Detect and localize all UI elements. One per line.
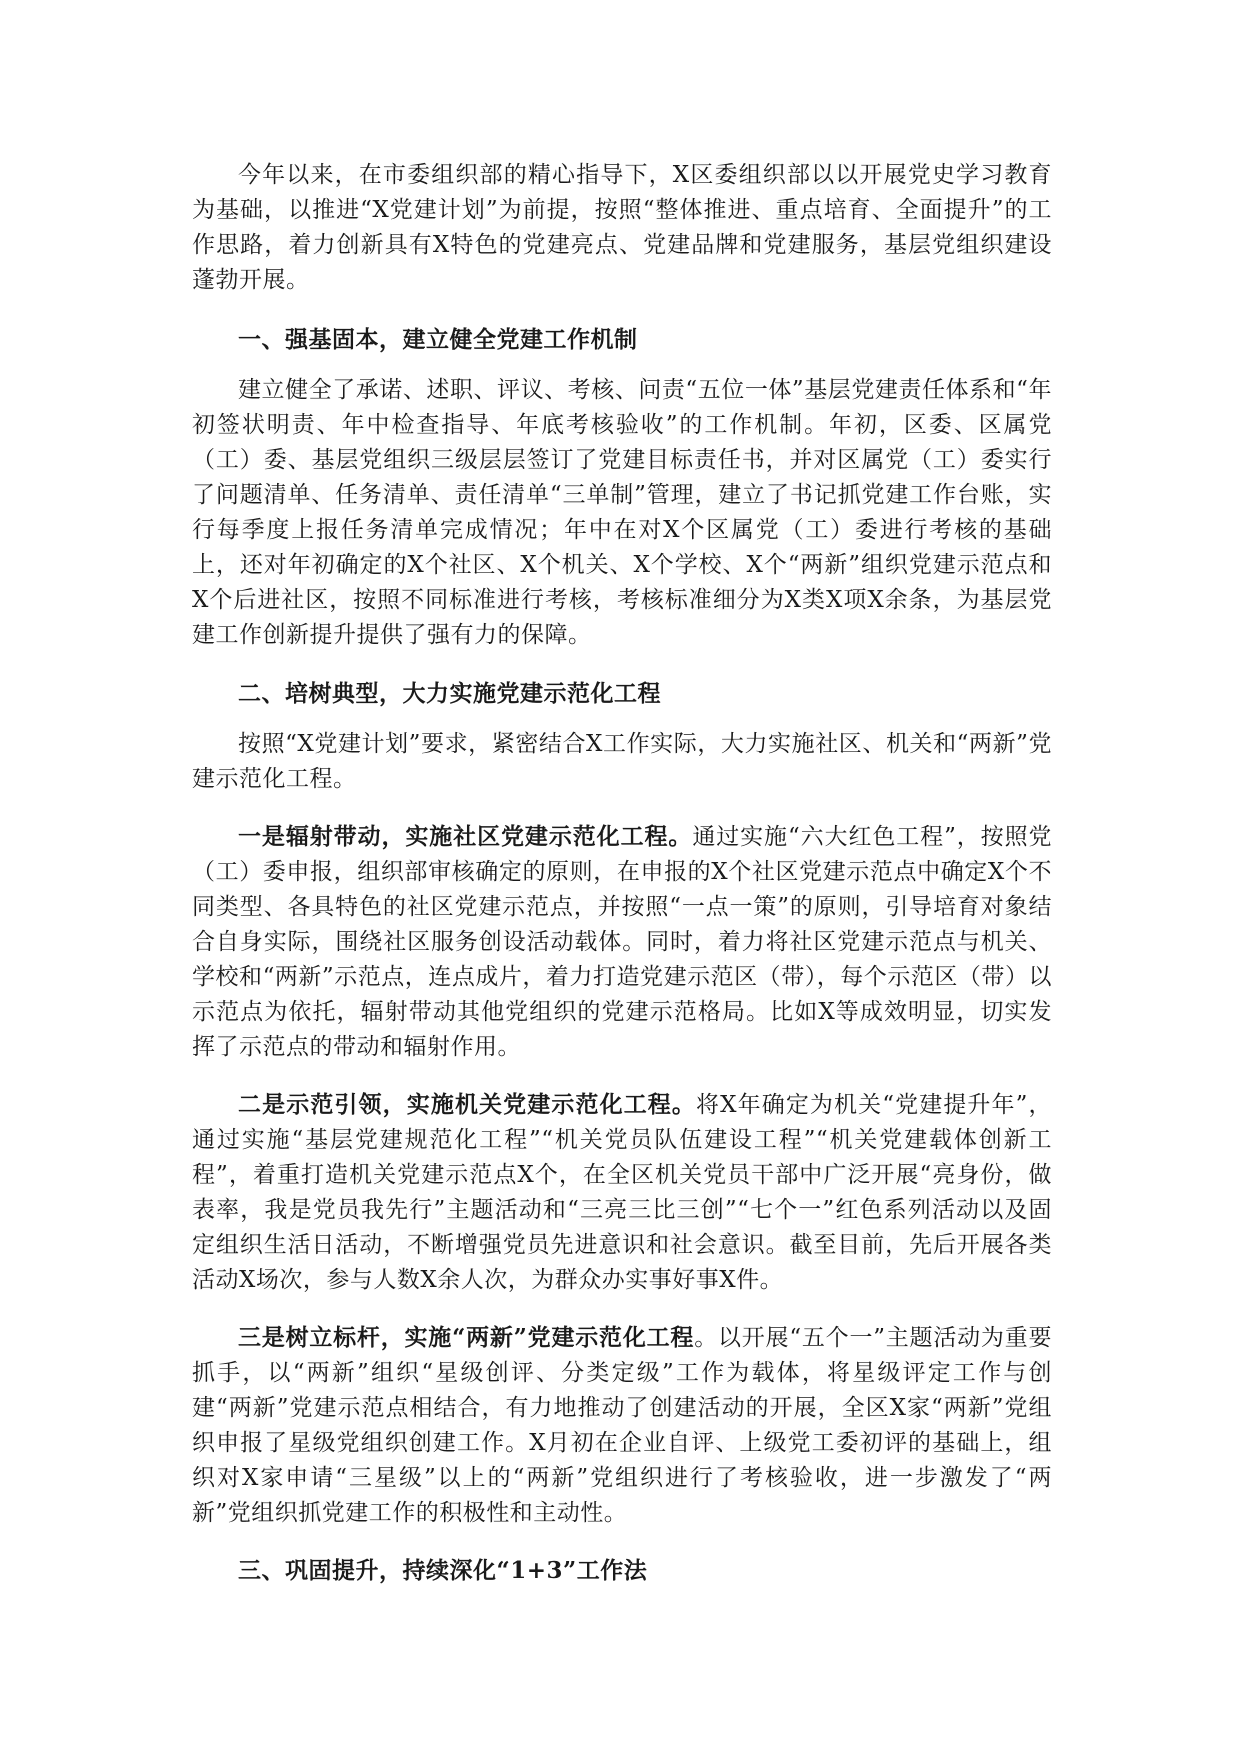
section-2-intro: 按照“X党建计划”要求，紧密结合X工作实际，大力实施社区、机关和“两新”党建示范化工程。 — [192, 731, 1053, 792]
item-1-body: 通过实施“六大红色工程”，按照党（工）委申报，组织部审核确定的原则，在申报的X个社区党建示范点中确定X个不同类型、各具特色的社区党建示范点，并按照“一点一策”的原则，引导培育对象结合自身实际，围绕社区服务创设活动载体。同时，着力将社区党建示范点与机关、学校和“两新”示范点，连点成片，着力打造党建示范区（带），每个示范区（带）以示范点为依托，辐射带动其他党组织的党建示范格局。比如X等成效明显，切实发挥了示范点的带动和辐射作用。 — [192, 824, 1052, 1060]
intro-paragraph: 今年以来，在市委组织部的精心指导下，X区委组织部以以开展党史学习教育为基础，以推进“X党建计划”为前提，按照“整体推进、重点培育、全面提升”的工作思路，着力创新具有X特色的党建亮点、党建品牌和党建服务，基层党组织建设蓬勃开展。 — [192, 162, 1052, 293]
section-2-heading: 二、培树典型，大力实施党建示范化工程 — [238, 680, 661, 707]
section-2-item-2 — [192, 1087, 1052, 1298]
section-1-body: 建立健全了承诺、述职、评议、考核、问责“五位一体”基层党建责任体系和“年初签状明责、年中检查指导、年底考核验收”的工作机制。年初，区委、区属党（工）委、基层党组织三级层层签订了党建目标责任书，并对区属党（工）委实行了问题清单、任务清单、责任清单“三单制”管理，建立了书记抓党建工作台账，实行每季度上报任务清单完成情况；年中在对X个区属党（工）委进行考核的基础上，还对年初确定的X个社区、X个机关、X个学校、X个“两新”组织党建示范点和X个后进社区，按照不同标准进行考核，考核标准细分为X类X项X余条，为基层党建工作创新提升提供了强有力的保障。 — [192, 377, 1052, 648]
item-3-lead: 三是树立标杆，实施“两新”党建示范化工程 — [238, 1324, 695, 1351]
item-2-lead: 二是示范引领，实施机关党建示范化工程。 — [238, 1091, 697, 1118]
section-3-heading: 三、巩固提升，持续深化“1+3”工作法 — [238, 1557, 648, 1584]
section-2-item-3 — [192, 1320, 1052, 1531]
section-2-item-1 — [192, 819, 1052, 1065]
item-3-body: 。以开展“五个一”主题活动为重要抓手，以“两新”组织“星级创评、分类定级”工作为载体，将星级评定工作与创建“两新”党建示范点相结合，有力地推动了创建活动的开展，全区X家“两新”党组织申报了星级党组织创建工作。X月初在企业自评、上级党工委初评的基础上，组织对X家申请“三星级”以上的“两新”党组织进行了考核验收，进一步激发了“两新”党组织抓党建工作的积极性和主动性。 — [192, 1325, 1052, 1526]
item-1-lead: 一是辐射带动，实施社区党建示范化工程。 — [238, 823, 693, 850]
item-2-body: 将X年确定为机关“党建提升年”，通过实施“基层党建规范化工程”“机关党员队伍建设工程”“机关党建载体创新工程”，着重打造机关党建示范点X个，在全区机关党员干部中广泛开展“亮身份，做表率，我是党员我先行”主题活动和“三亮三比三创”“七个一”红色系列活动以及固定组织生活日活动，不断增强党员先进意识和社会意识。截至目前，先后开展各类活动X场次，参与人数X余人次，为群众办实事好事X件。 — [192, 1092, 1053, 1293]
document-page — [192, 158, 1052, 1588]
section-1-heading: 一、强基固本，建立健全党建工作机制 — [238, 326, 638, 353]
